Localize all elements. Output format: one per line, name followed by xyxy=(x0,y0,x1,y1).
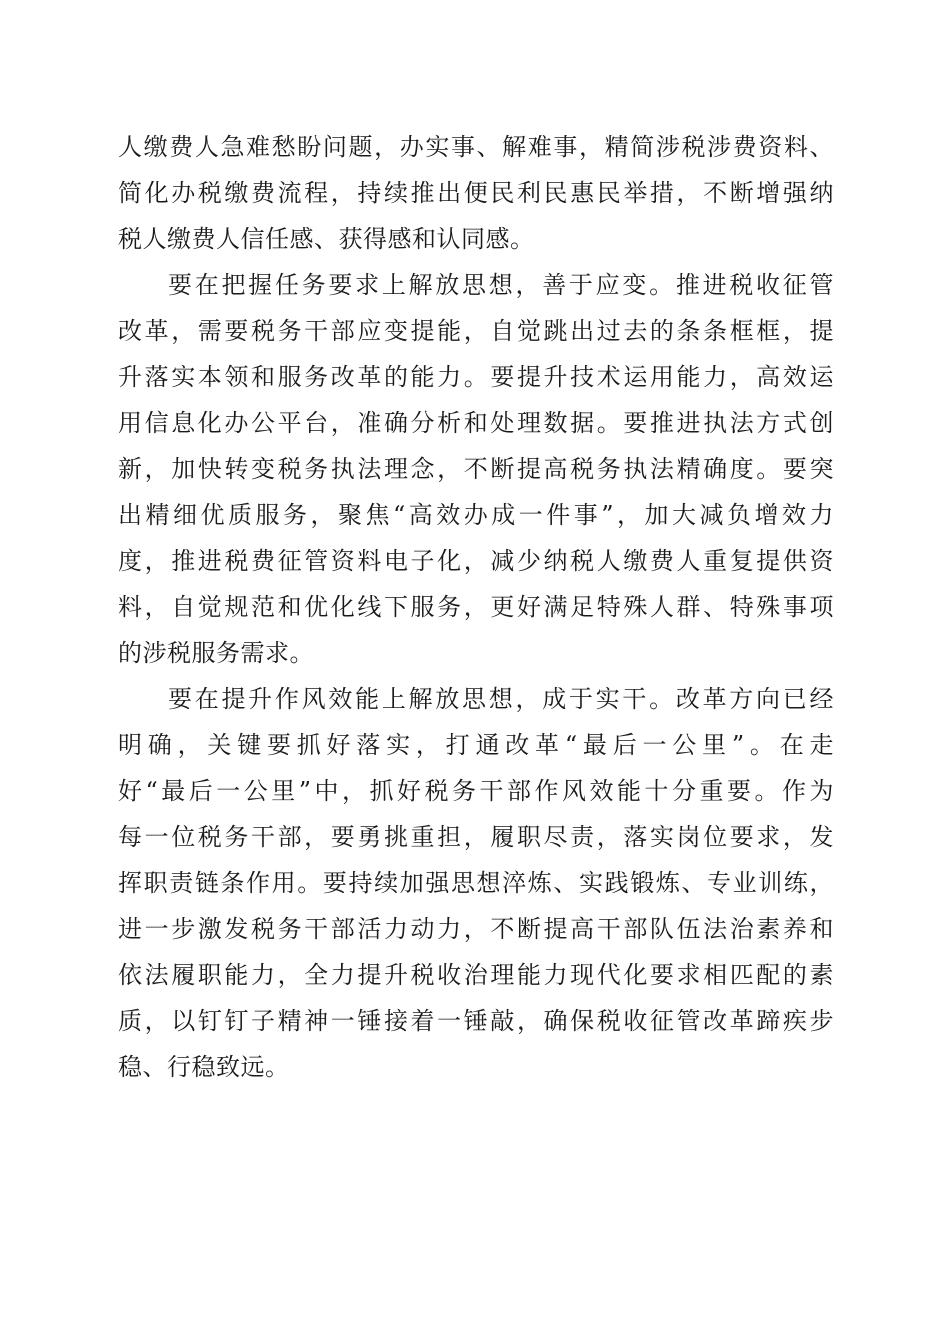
paragraph-2-line-8: 料，自觉规范和优化线下服务，更好满足特殊人群、特殊事项 xyxy=(118,593,834,621)
paragraph-2-line-2: 改革，需要税务干部应变提能，自觉跳出过去的条条框框，提 xyxy=(118,317,834,345)
paragraph-1-line-1: 人缴费人急难愁盼问题，办实事、解难事，精简涉税涉费资料、 xyxy=(118,133,834,161)
paragraph-2-line-5: 新，加快转变税务执法理念，不断提高税务执法精确度。要突 xyxy=(118,455,834,483)
paragraph-2-line-9: 的涉税服务需求。 xyxy=(118,639,314,667)
paragraph-2-line-1: 要在把握任务要求上解放思想，善于应变。推进税收征管 xyxy=(168,271,834,299)
paragraph-3-line-9: 稳、行稳致远。 xyxy=(118,1053,290,1081)
paragraph-3-line-8: 质，以钉钉子精神一锤接着一锤敲，确保税收征管改革蹄疾步 xyxy=(118,1007,834,1035)
paragraph-3-line-2: 明确，关键要抓好落实，打通改革“最后一公里”。在走 xyxy=(118,731,834,759)
paragraph-2-line-4: 用信息化办公平台，准确分析和处理数据。要推进执法方式创 xyxy=(118,409,834,437)
paragraph-1-line-2: 简化办税缴费流程，持续推出便民利民惠民举措，不断增强纳 xyxy=(118,179,834,207)
paragraph-3-line-3: 好“最后一公里”中，抓好税务干部作风效能十分重要。作为 xyxy=(118,777,834,805)
paragraph-1-line-3: 税人缴费人信任感、获得感和认同感。 xyxy=(118,225,535,253)
paragraph-2-line-3: 升落实本领和服务改革的能力。要提升技术运用能力，高效运 xyxy=(118,363,834,391)
paragraph-3-line-4: 每一位税务干部，要勇挑重担，履职尽责，落实岗位要求，发 xyxy=(118,823,834,851)
paragraph-3-line-1: 要在提升作风效能上解放思想，成于实干。改革方向已经 xyxy=(168,685,834,713)
document-body xyxy=(118,124,834,1090)
paragraph-3-line-7: 依法履职能力，全力提升税收治理能力现代化要求相匹配的素 xyxy=(118,961,834,989)
paragraph-3-line-6: 进一步激发税务干部活力动力，不断提高干部队伍法治素养和 xyxy=(118,915,834,943)
paragraph-3-line-5: 挥职责链条作用。要持续加强思想淬炼、实践锻炼、专业训练， xyxy=(118,869,834,897)
paragraph-2-line-7: 度，推进税费征管资料电子化，减少纳税人缴费人重复提供资 xyxy=(118,547,834,575)
paragraph-2-line-6: 出精细优质服务，聚焦“高效办成一件事”，加大减负增效力 xyxy=(118,501,834,529)
